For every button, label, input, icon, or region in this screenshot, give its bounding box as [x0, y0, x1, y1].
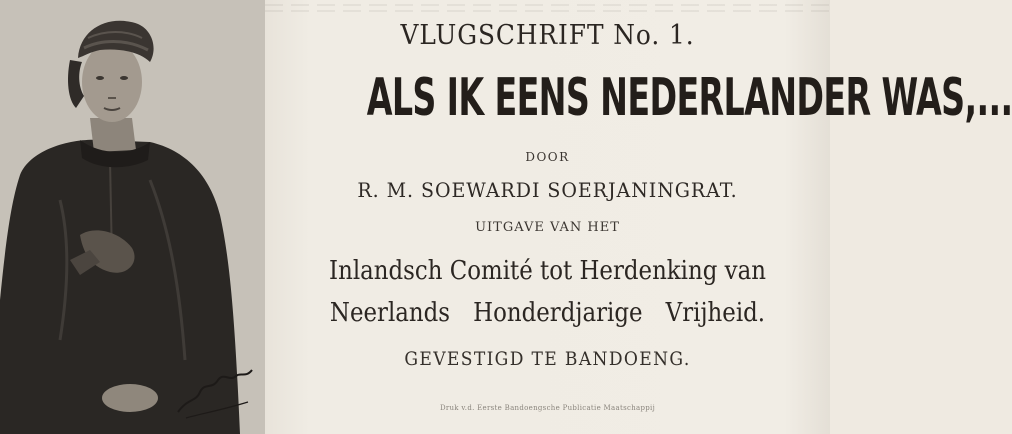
portrait-photo — [0, 0, 265, 434]
location-line: GEVESTIGD TE BANDOENG. — [404, 348, 691, 370]
pamphlet-header: VLUGSCHRIFT No. 1. — [400, 20, 695, 51]
by-label: DOOR — [525, 150, 570, 164]
pamphlet-page — [265, 0, 1012, 434]
committee-line-1: Inlandsch Comité tot Herdenking van — [329, 256, 766, 286]
printer-imprint: Druk v.d. Eerste Bandoengsche Publicatie Maatschappij — [439, 404, 656, 412]
pamphlet-title: ALS IK EENS NEDERLANDER WAS,... — [366, 68, 1012, 128]
committee-line-2: Neerlands Honderdjarige Vrijheid. — [329, 298, 766, 328]
publisher-label: UITGAVE VAN HET — [475, 220, 620, 235]
portrait-illustration — [0, 0, 265, 434]
author-name: R. M. SOEWARDI SOERJANINGRAT. — [357, 178, 738, 202]
